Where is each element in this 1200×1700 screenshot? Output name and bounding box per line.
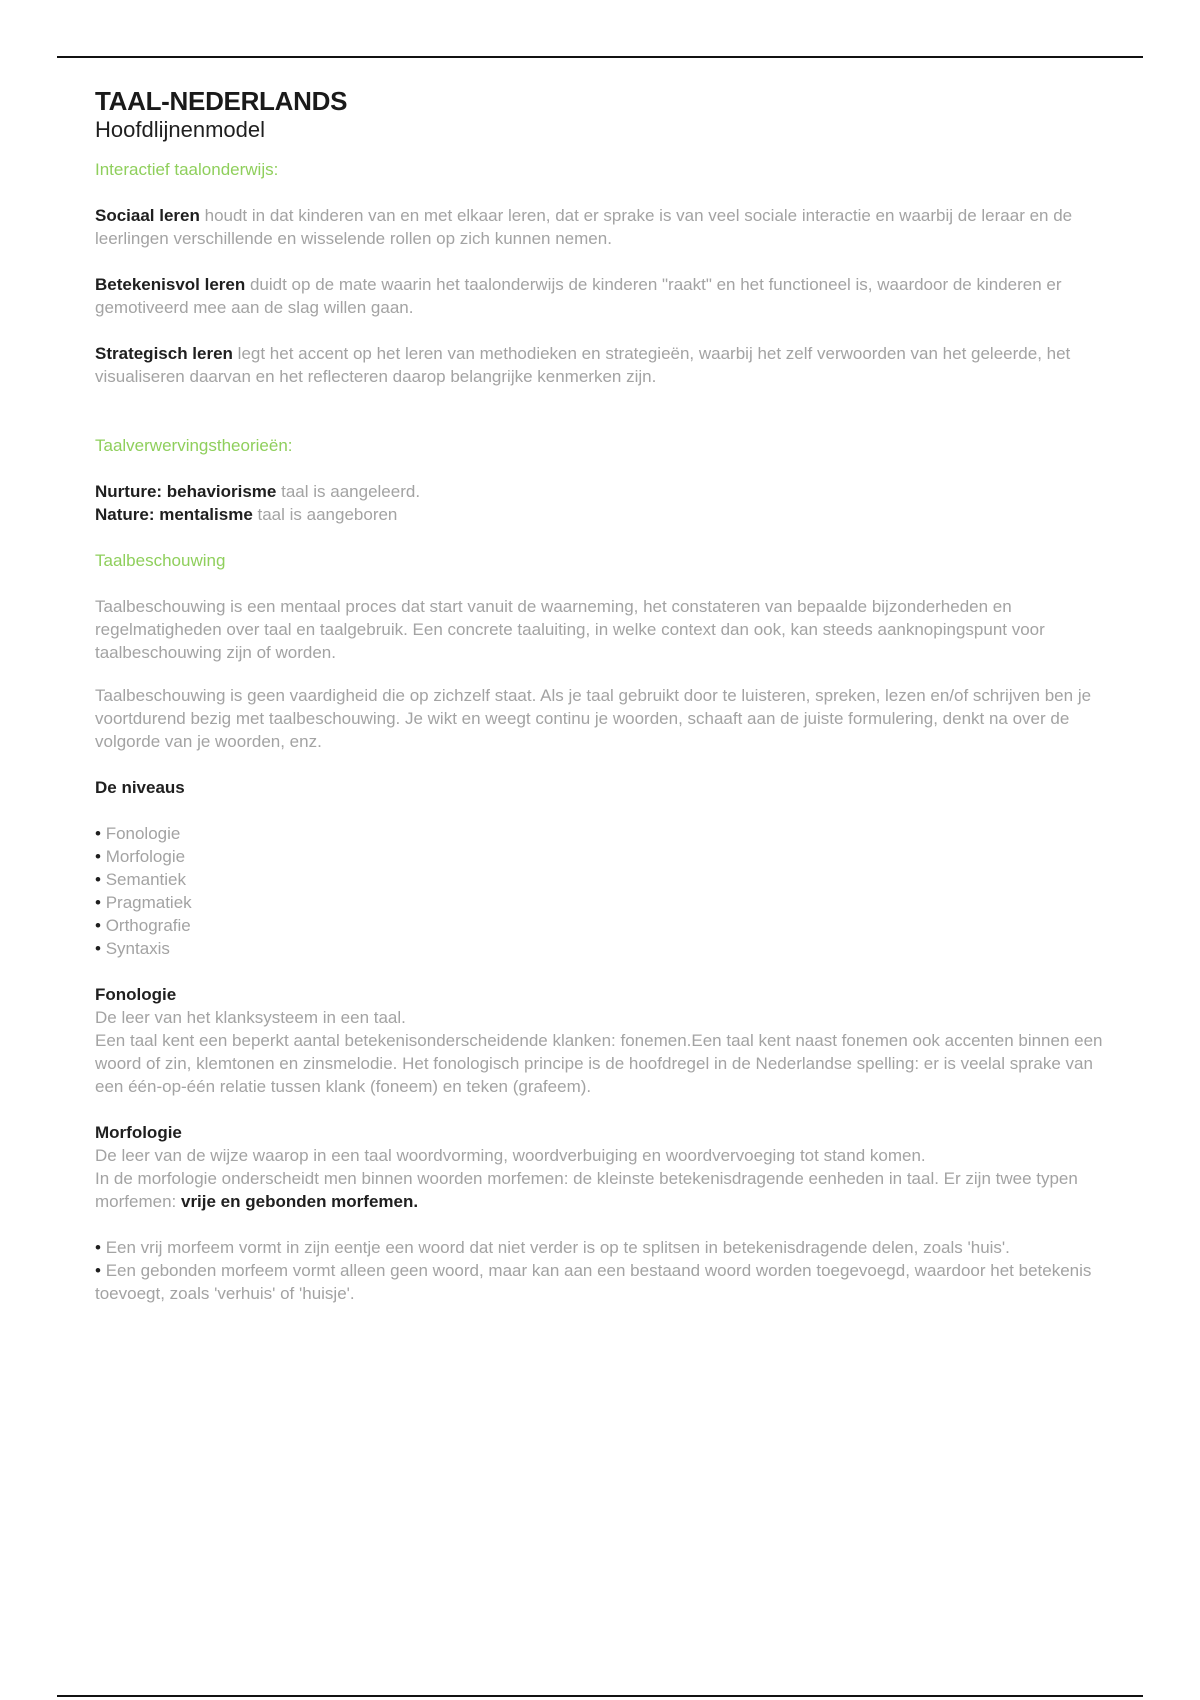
niveaus-list (95, 822, 1105, 960)
betekenisvol-leren-paragraph (95, 273, 1105, 319)
strategisch-leren-text: legt het accent op het leren van methodieken en strategieën, waarbij het zelf verwoorden van het geleerde, het visualiseren daarvan en het reflecteren daarop belangrijke kenmerken zijn. (95, 344, 1071, 386)
morfologie-explanation: In de morfologie onderscheidt men binnen woorden morfemen: de kleinste betekenisdragende eenheden in taal. Er zijn twee typen morfemen: vrije en gebonden morfemen. (95, 1169, 1078, 1211)
list-item: • Orthografie (95, 916, 191, 935)
document-subtitle: Hoofdlijnenmodel (95, 117, 265, 142)
document-title: TAAL-NEDERLANDS (95, 86, 348, 116)
fonologie-definition: De leer van het klanksysteem in een taal. (95, 1008, 406, 1027)
top-rule (57, 56, 1143, 58)
interactief-heading: Interactief taalonderwijs: (95, 160, 279, 179)
list-item: • Morfologie (95, 847, 186, 866)
nurture-line (95, 480, 1105, 503)
taalbeschouwing-paragraph-2: Taalbeschouwing is geen vaardigheid die op zichzelf staat. Als je taal gebruikt door te luisteren, spreken, lezen en/of schrijven ben je voortdurend bezig met taalbeschouwing. Je wikt en weegt continu je woorden, schaaft aan de juiste formulering, denkt na over de volgorde van je woorden, enz. (95, 686, 1092, 751)
theorieen-heading: Taalverwervingstheorieën: (95, 436, 293, 455)
niveaus-heading: De niveaus (95, 778, 185, 797)
morfologie-heading: Morfologie (95, 1123, 182, 1142)
taalbeschouwing-heading: Taalbeschouwing (95, 551, 226, 570)
nurture-text: taal is aangeleerd. (276, 482, 421, 501)
list-item: • Fonologie (95, 824, 181, 843)
bottom-rule (57, 1695, 1143, 1697)
sociaal-leren-text: houdt in dat kinderen van en met elkaar leren, dat er sprake is van veel sociale interactie en waarbij de leraar en de leerlingen verschillende en wisselende rollen op zich kunnen nemen. (95, 206, 1073, 248)
document-body (95, 86, 1105, 1305)
nature-term: Nature: mentalisme (95, 505, 253, 524)
morfologie-definition: De leer van de wijze waarop in een taal woordvorming, woordverbuiging en woordvervoeging tot stand komen. (95, 1146, 926, 1165)
morfologie-emphasis: vrije en gebonden morfemen. (180, 1192, 419, 1211)
fonologie-explanation: Een taal kent een beperkt aantal betekenisonderscheidende klanken: fonemen.Een taal kent naast fonemen ook accenten binnen een woord of zin, klemtonen en zinsmelodie. Het fonologisch principe is de hoofdregel in de Nederlandse spelling: er is veelal sprake van een één-op-één relatie tussen klank (foneem) en teken (grafeem). (95, 1031, 1103, 1096)
betekenisvol-leren-text: duidt op de mate waarin het taalonderwijs de kinderen "raakt" en het functioneel is, waardoor de kinderen er gemotiveerd mee aan de slag willen gaan. (95, 275, 1062, 317)
nurture-term: Nurture: behaviorisme (95, 482, 277, 501)
list-item: • Syntaxis (95, 939, 170, 958)
strategisch-leren-paragraph (95, 342, 1105, 388)
list-item: • Semantiek (95, 870, 187, 889)
nature-text: taal is aangeboren (252, 505, 398, 524)
sociaal-leren-term: Sociaal leren (95, 206, 200, 225)
fonologie-heading: Fonologie (95, 985, 177, 1004)
list-item: • Pragmatiek (95, 893, 192, 912)
taalbeschouwing-paragraph-1: Taalbeschouwing is een mentaal proces dat start vanuit de waarneming, het constateren van bepaalde bijzonderheden en regelmatigheden over taal en taalgebruik. Een concrete taaluiting, in welke context dan ook, kan steeds aanknopingspunt voor taalbeschouwing zijn of worden. (95, 597, 1045, 662)
betekenisvol-leren-term: Betekenisvol leren (95, 275, 246, 294)
vrij-morfeem-bullet: • Een vrij morfeem vormt in zijn eentje een woord dat niet verder is op te splitsen in betekenisdragende delen, zoals 'huis'. (95, 1238, 1010, 1257)
strategisch-leren-term: Strategisch leren (95, 344, 233, 363)
sociaal-leren-paragraph (95, 204, 1105, 250)
gebonden-morfeem-bullet: • Een gebonden morfeem vormt alleen geen woord, maar kan aan een bestaand woord worden toegevoegd, waardoor het betekenis toevoegt, zoals 'verhuis' of 'huisje'. (95, 1261, 1092, 1303)
nature-line (95, 503, 1105, 526)
